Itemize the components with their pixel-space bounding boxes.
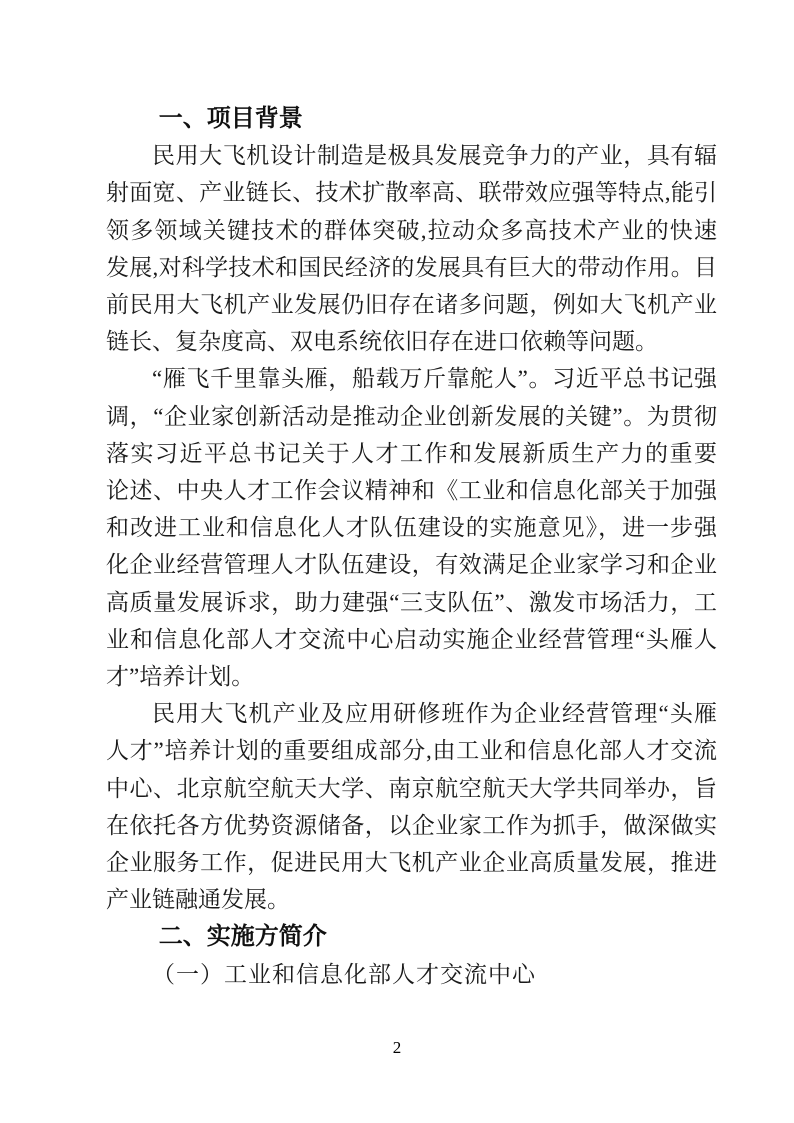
page-number: 2 xyxy=(392,1038,402,1057)
text-line: 和改进工业和信息化人才队伍建设的实施意见》，进一步强 xyxy=(106,515,717,541)
section-heading-1: 一、项目背景 xyxy=(158,105,303,132)
text-line: 业和信息化部人才交流中心启动实施企业经营管理“头雁人 xyxy=(106,626,717,652)
paragraph-project-background xyxy=(106,137,717,360)
text-line: 论述、中央人才工作会议精神和《工业和信息化部关于加强 xyxy=(106,478,717,504)
text-line: 民用大飞机产业及应用研修班作为企业经营管理“头雁 xyxy=(152,701,717,727)
subsection-heading: （一）工业和信息化部人才交流中心 xyxy=(152,961,536,987)
text-line: 在依托各方优势资源储备，以企业家工作为抓手，做深做实 xyxy=(106,812,717,838)
section-heading-2: 二、实施方简介 xyxy=(158,923,327,951)
text-line: 中心、北京航空航天大学、南京航空航天大学共同举办，旨 xyxy=(106,775,717,801)
text-line: 发展,对科学技术和国民经济的发展具有巨大的带动作用。目 xyxy=(106,254,717,280)
text-line: 民用大飞机设计制造是极具发展竞争力的产业，具有辐 xyxy=(152,143,717,169)
text-line: 人才”培养计划的重要组成部分,由工业和信息化部人才交流 xyxy=(106,738,717,764)
paragraph-quote-policy xyxy=(106,360,717,695)
text-line: 链长、复杂度高、双电系统依旧存在进口依赖等问题。 xyxy=(106,329,658,355)
page-content xyxy=(106,100,717,993)
text-line: 前民用大飞机产业发展仍旧存在诸多问题，例如大飞机产业 xyxy=(106,292,717,318)
text-line: 才”培养计划。 xyxy=(106,664,255,690)
paragraph-training-class xyxy=(106,695,717,918)
text-line: 射面宽、产业链长、技术扩散率高、联带效应强等特点,能引 xyxy=(106,180,717,206)
text-line: 高质量发展诉求，助力建强“三支队伍”、激发市场活力，工 xyxy=(106,589,717,615)
text-line: 落实习近平总书记关于人才工作和发展新质生产力的重要 xyxy=(106,440,717,466)
text-line: 调，“企业家创新活动是推动企业创新发展的关键”。为贯彻 xyxy=(106,403,717,429)
text-line: 产业链融通发展。 xyxy=(106,887,290,913)
text-line: 领多领域关键技术的群体突破,拉动众多高技术产业的快速 xyxy=(106,217,717,243)
text-line: 企业服务工作，促进民用大飞机产业企业高质量发展，推进 xyxy=(106,850,717,876)
text-line: “雁飞千里靠头雁，船载万斤靠舵人”。习近平总书记强 xyxy=(152,366,717,392)
text-line: 化企业经营管理人才队伍建设，有效满足企业家学习和企业 xyxy=(106,552,717,578)
